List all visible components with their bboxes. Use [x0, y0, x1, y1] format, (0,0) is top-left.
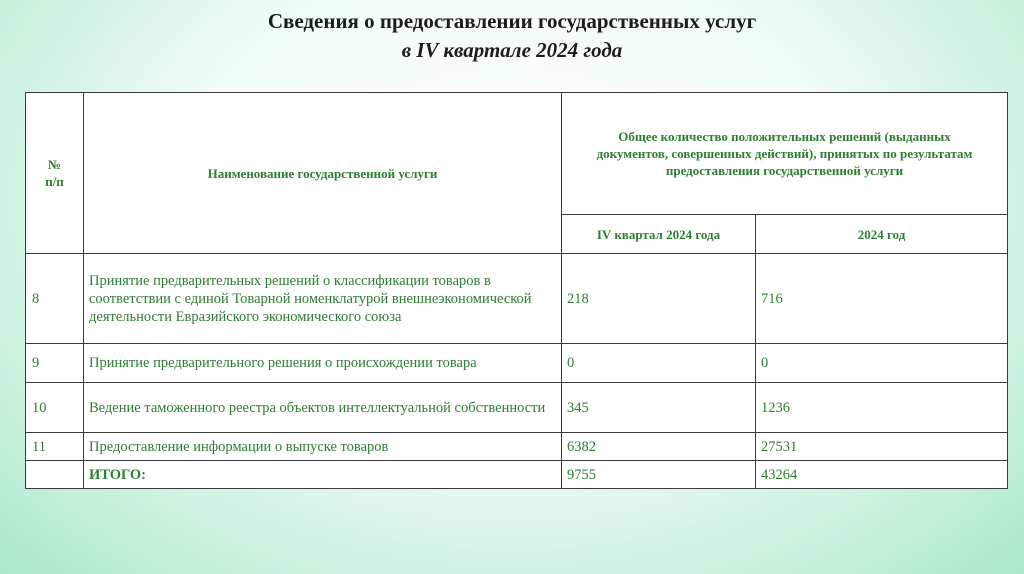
- total-quarter-value: 9755: [562, 461, 756, 489]
- services-table-container: [25, 92, 1007, 489]
- total-row: [26, 461, 1008, 489]
- row-number: 11: [26, 433, 84, 461]
- slide-title: [0, 6, 1024, 64]
- header-row-top: [26, 93, 1008, 215]
- row-number: 10: [26, 383, 84, 433]
- row-service-name: Ведение таможенного реестра объектов интеллектуальной собственности: [84, 383, 562, 433]
- row-quarter-value: 0: [562, 344, 756, 383]
- total-number: [26, 461, 84, 489]
- services-table: [25, 92, 1008, 489]
- total-label: ИТОГО:: [84, 461, 562, 489]
- row-number: 9: [26, 344, 84, 383]
- table-row: [26, 344, 1008, 383]
- header-year: 2024 год: [756, 215, 1008, 254]
- row-year-value: 0: [756, 344, 1008, 383]
- row-quarter-value: 6382: [562, 433, 756, 461]
- row-quarter-value: 345: [562, 383, 756, 433]
- table-row: [26, 254, 1008, 344]
- row-year-value: 27531: [756, 433, 1008, 461]
- title-line-2: в IV квартале 2024 года: [401, 38, 623, 62]
- header-quarter: IV квартал 2024 года: [562, 215, 756, 254]
- table-row: [26, 383, 1008, 433]
- header-service-name: Наименование государственной услуги: [84, 93, 562, 254]
- row-service-name: Предоставление информации о выпуске товаров: [84, 433, 562, 461]
- header-decisions-group: Общее количество положительных решений (выданных документов, совершенных действий), принятых по результатам предоставления государственной услуги: [562, 93, 1008, 215]
- row-service-name: Принятие предварительного решения о происхождении товара: [84, 344, 562, 383]
- total-year-value: 43264: [756, 461, 1008, 489]
- row-quarter-value: 218: [562, 254, 756, 344]
- header-number: № п/п: [26, 93, 84, 254]
- row-year-value: 1236: [756, 383, 1008, 433]
- row-year-value: 716: [756, 254, 1008, 344]
- table-row: [26, 433, 1008, 461]
- title-line-1: Сведения о предоставлении государственных услуг: [267, 9, 757, 33]
- row-number: 8: [26, 254, 84, 344]
- row-service-name: Принятие предварительных решений о классификации товаров в соответствии с единой Товарной номенклатурой внешнеэкономической деятельности Евразийского экономического союза: [84, 254, 562, 344]
